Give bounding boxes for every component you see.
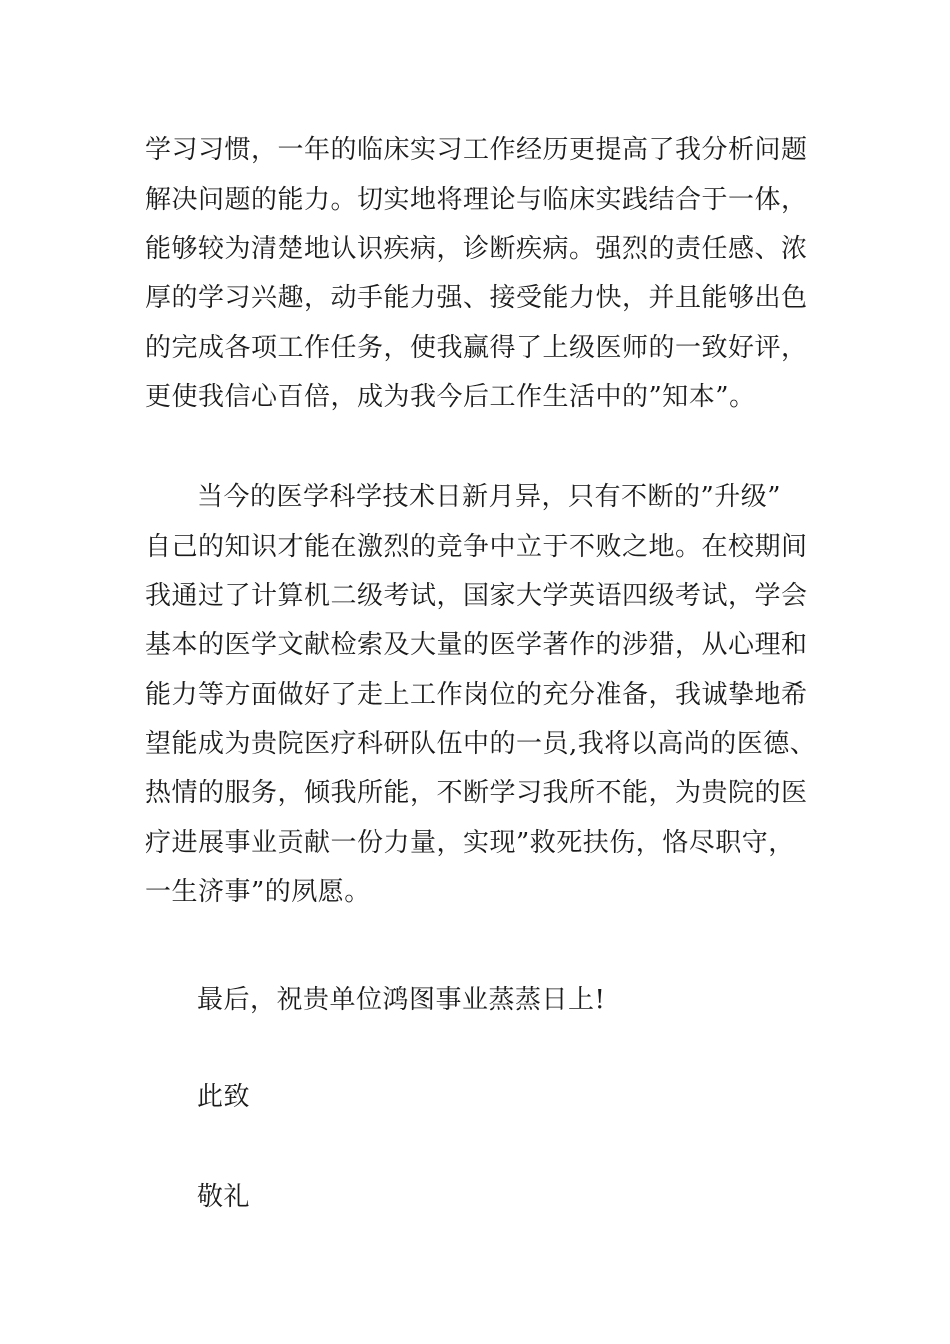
- paragraph-1-line-5: 的完成各项工作任务，使我赢得了上级医师的一致好评，: [145, 333, 808, 363]
- paragraph-2-line-8: 疗进展事业贡献一份力量，实现”救死扶伤，恪尽职守，: [145, 828, 795, 858]
- paragraph-2-line-7: 热情的服务，倾我所能，不断学习我所不能，为贵院的医: [145, 778, 808, 808]
- paragraph-1-line-6: 更使我信心百倍，成为我今后工作生活中的”知本”。: [145, 382, 756, 412]
- paragraph-1-line-2: 解决问题的能力。切实地将理论与临床实践结合于一体，: [145, 185, 808, 215]
- paragraph-2-line-3: 我通过了计算机二级考试，国家大学英语四级考试，学会: [145, 581, 808, 611]
- paragraph-2-line-9: 一生济事”的夙愿。: [145, 877, 371, 907]
- paragraph-2-line-2: 自己的知识才能在激烈的竞争中立于不败之地。在校期间: [145, 532, 808, 562]
- closing-salutation-jing-li: 敬礼: [197, 1182, 251, 1212]
- paragraph-1-line-3: 能够较为清楚地认识疾病，诊断疾病。强烈的责任感、浓: [145, 234, 808, 264]
- closing-wish: 最后，祝贵单位鸿图事业蒸蒸日上!: [197, 985, 606, 1015]
- closing-salutation-ci-zhi: 此致: [197, 1082, 251, 1112]
- paragraph-2-line-4: 基本的医学文献检索及大量的医学著作的涉猎，从心理和: [145, 630, 808, 660]
- paragraph-2-line-6: 望能成为贵院医疗科研队伍中的一员,我将以高尚的医德、: [145, 729, 817, 759]
- paragraph-2-line-5: 能力等方面做好了走上工作岗位的充分准备，我诚挚地希: [145, 680, 808, 710]
- paragraph-2-line-1: 当今的医学科学技术日新月异，只有不断的”升级”: [197, 482, 782, 512]
- paragraph-1-line-1: 学习习惯，一年的临床实习工作经历更提高了我分析问题: [145, 135, 808, 165]
- paragraph-1-line-4: 厚的学习兴趣，动手能力强、接受能力快，并且能够出色: [145, 283, 808, 313]
